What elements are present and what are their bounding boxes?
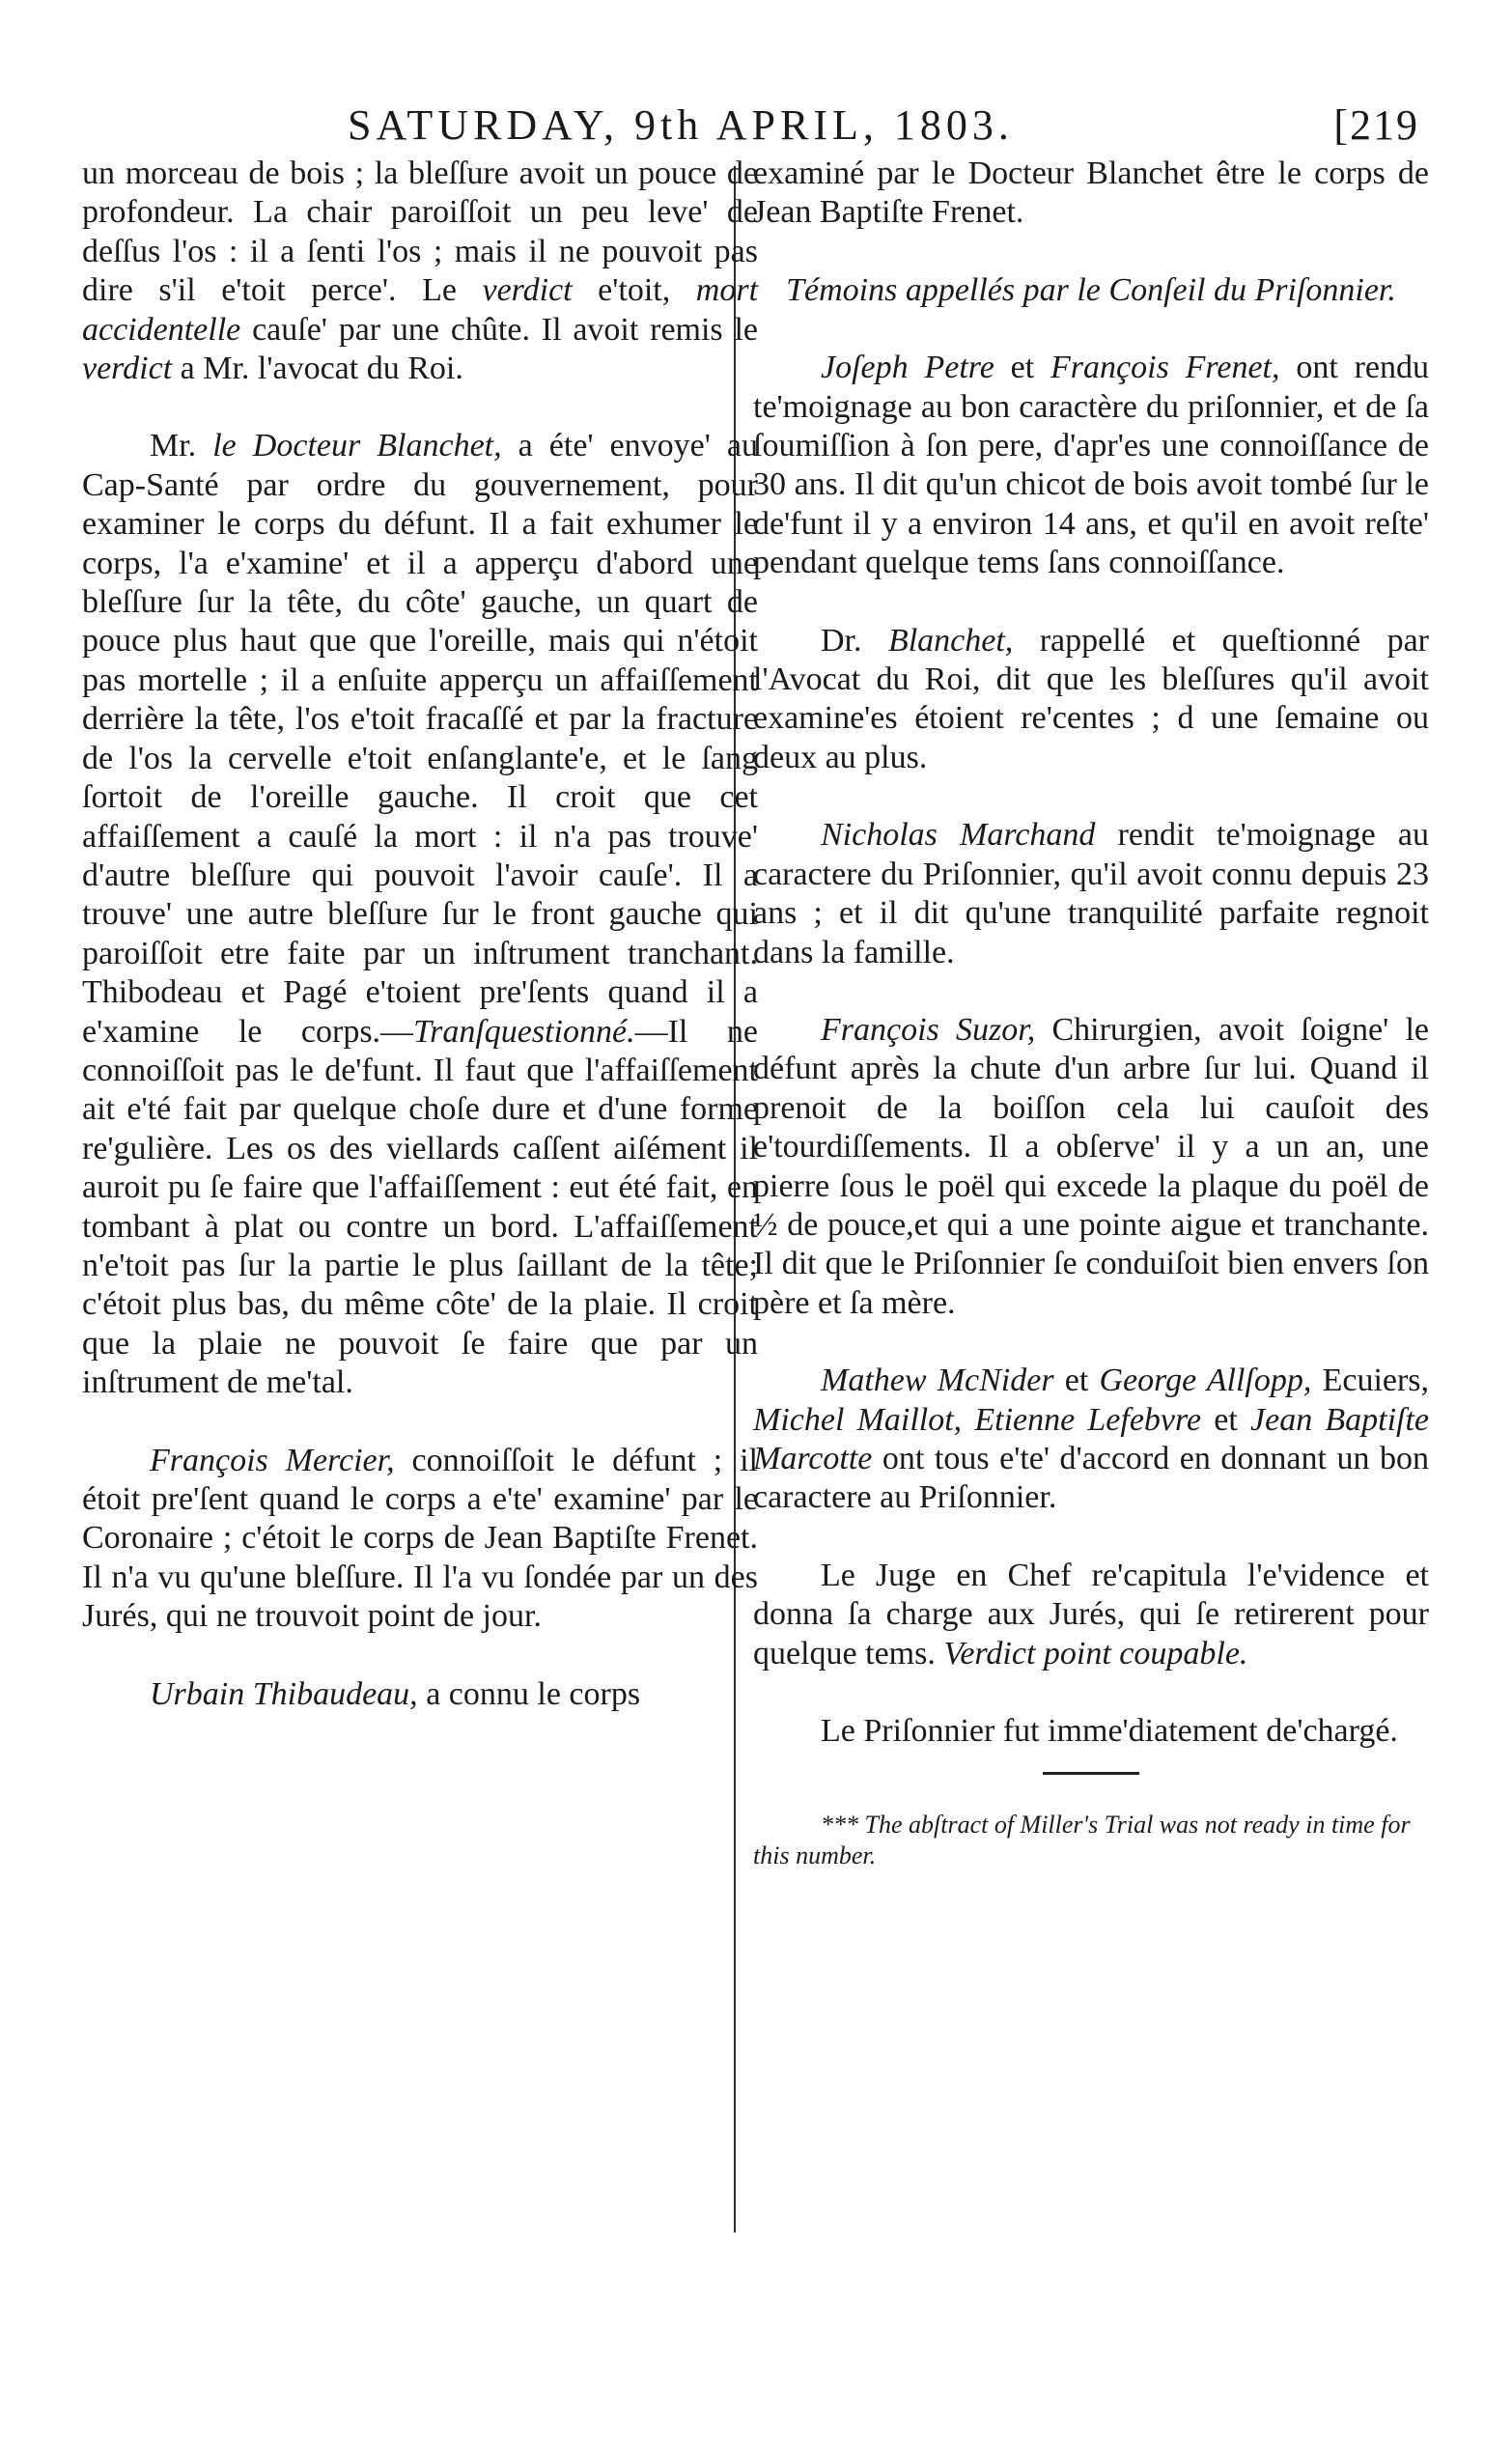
paragraph-petre-frenet: Joſeph Petre et François Frenet, ont rendu te'moignage au bon caractère du priſonnier, et de ſa ſoumiſſion à ſon pere, d'apr'es une connoiſſance de 30 ans. Il dit qu'un chicot de bois avoit tombé ſur le de'funt il y a environ 14 ans, et qu'il en avoit reſte' pendant quelque tems ſans connoiſſance. — [753, 350, 1430, 581]
right-column — [753, 155, 1429, 1910]
section-separator — [1043, 1772, 1139, 1775]
paragraph-discharged: Le Priſonnier fut imme'diatement de'chargé. — [821, 1713, 1398, 1749]
paragraph-blanchet-recalled: Dr. Blanchet, rappellé et queſtionné par l'Avocat du Roi, dit que les bleſſures qu'il avoit examine'es étoient re'centes ; d une ſemaine ou deux au plus. — [753, 622, 1429, 775]
section-heading: Témoins appellés par le Conſeil du Priſonnier. — [786, 271, 1396, 308]
left-column — [82, 155, 758, 1735]
editor-note: *** The abſtract of Miller's Trial was not ready in time for this number. — [753, 1811, 1411, 1870]
paragraph-chief-judge: Le Juge en Chef re'capitula l'e'vidence et donna ſa charge aux Jurés, qui ſe retirerent pour quelque tems. Verdict point coupable. — [753, 1557, 1429, 1671]
paragraph-marchand: Nicholas Marchand rendit te'moignage au caractere du Priſonnier, qu'il avoit connu depuis 23 ans ; et il dit qu'une tranquilité parfaite regnoit dans la famille. — [753, 817, 1430, 970]
paragraph-mercier: François Mercier, connoiſſoit le défunt ; il étoit pre'ſent quand le corps a e'te' examine' par le Coronaire ; c'étoit le corps de Jean Baptiſte Frenet. Il n'a vu qu'une bleſſure. Il l'a vu ſondée par un des Jurés, qui ne trouvoit point de jour. — [82, 1442, 759, 1635]
paragraph-suzor: François Suzor, Chirurgien, avoit ſoigne' le défunt après la chute d'un arbre ſur lui. Quand il prenoit de la boiſſon cela lui cauſoit des e'tourdiſſements. Il a obſerve' il y a un an, une pierre ſous le poël qui excede la plaque du poël de ½ de pouce,et qui a une pointe aigue et tranchante. Il dit que le Priſonnier ſe conduiſoit bien envers ſon père et ſa mère. — [753, 1011, 1430, 1321]
header-title: SATURDAY, 9th APRIL, 1803. — [348, 101, 1014, 149]
page-header — [348, 100, 1419, 158]
paragraph-blanchet: Mr. le Docteur Blanchet, a éte' envoye' au Cap-Santé par ordre du gouvernement, pour examiner le corps du défunt. Il a fait exhumer le corps, l'a e'xamine' et il a apperçu d'abord une bleſſure ſur la tête, du côte' gauche, un quart de pouce plus haut que que l'oreille, mais qui n'étoit pas mortelle ; il a enſuite apperçu un affaiſſement derrière la tête, l'os e'toit fracaſſé et par la fracture de l'os la cervelle e'toit enſanglante'e, et le ſang ſortoit de l'oreille gauche. Il croit que cet affaiſſement a cauſé la mort : il n'a pas trouve' d'autre bleſſure qui pouvoit l'avoir cauſe'. Il a trouve' une autre bleſſure ſur le front gauche qui paroiſſoit etre faite par un inſtrument tranchant. Thibodeau et Pagé e'toient pre'ſents quand il a e'xamine le corps.—Tranſquestionné.—Il ne connoiſſoit pas le de'funt. Il faut que l'affaiſſement ait e'té fait par quelque choſe dure et d'une forme re'gulière. Les os des viellards caſſent aiſément il auroit pu ſe faire que l'affaiſſement : eut été fait, en tombant à plat ou contre un bord. L'affaiſſement n'e'toit pas ſur la partie le plus ſaillant de la tête; c'étoit plus bas, du même côte' de la plaie. Il croit que la plaie ne pouvoit ſe faire que par un inſtrument de me'tal. — [82, 428, 759, 1401]
page-number: [219 — [1333, 101, 1419, 149]
paragraph-thibaudeau: Urbain Thibaudeau, a connu le corps — [150, 1675, 641, 1712]
paragraph-witnesses: Mathew McNider et George Allſopp, Ecuiers, Michel Maillot, Etienne Lefebvre et Jean Baptiſte Marcotte ont tous e'te' d'accord en donnant un bon caractere au Priſonnier. — [753, 1362, 1430, 1516]
paragraph-verdict: un morceau de bois ; la bleſſure avoit un pouce de profondeur. La chair paroiſſoit un peu leve' de deſſus l'os : il a ſenti l'os ; mais il ne pouvoit pas dire s'il e'toit perce'. Le verdict e'toit, mort accidentelle cauſe' par une chûte. Il avoit remis le verdict a Mr. l'avocat du Roi. — [82, 155, 759, 387]
paragraph-continuation: examiné par le Docteur Blanchet être le corps de Jean Baptiſte Frenet. — [753, 155, 1429, 231]
